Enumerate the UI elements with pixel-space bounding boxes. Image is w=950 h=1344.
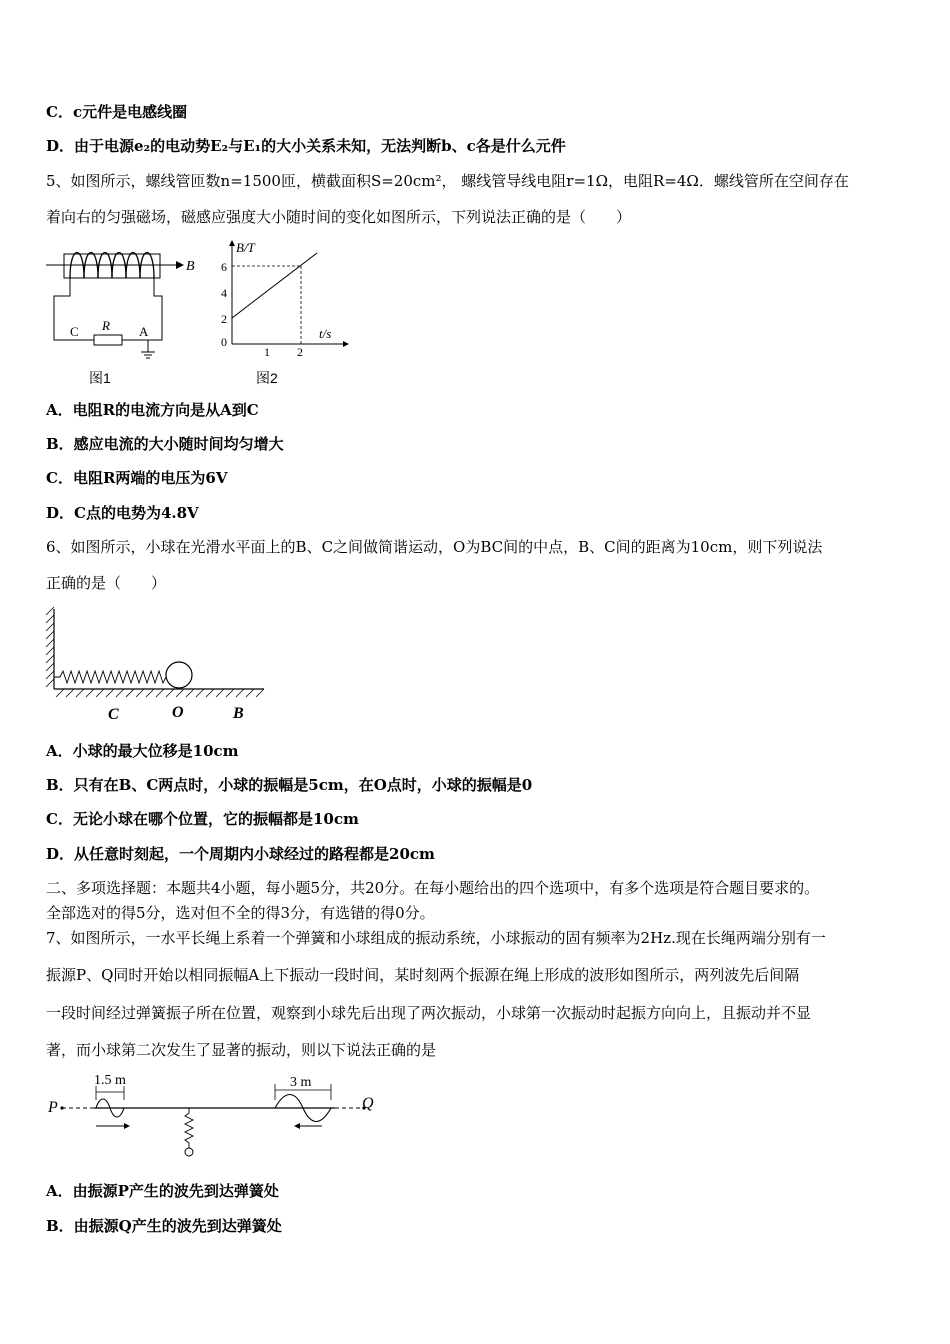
q7-stem-line1: 7、如图所示，一水平长绳上系着一个弹簧和小球组成的振动系统，小球振动的固有频率为2Hz.现在长绳两端分别有一 (46, 929, 826, 947)
y-tick: 6 (221, 260, 227, 274)
q7-stem-line4: 著，而小球第二次发生了显著的振动，则以下说法正确的是 (46, 1041, 437, 1059)
figure2-caption: 图2 (256, 370, 278, 386)
floor-hatch (56, 689, 264, 697)
y-tick: 2 (221, 312, 227, 326)
q6-stem-line2: 正确的是（ ） (46, 574, 167, 592)
label-o: O (172, 704, 184, 721)
wall-hatch (46, 607, 54, 687)
small-ball (185, 1148, 193, 1156)
y-tick: 0 (221, 335, 227, 349)
section2-heading-line1: 二、多项选择题：本题共4小题，每小题5分，共20分。在每小题给出的四个选项中，有多个选项是符合题目要求的。 (46, 879, 820, 897)
spring-oscillator (185, 1108, 193, 1148)
label-b: B (186, 259, 195, 274)
resistor-r (94, 335, 122, 345)
q7-figure-rope-waves (44, 1066, 384, 1166)
label-p: P (48, 1099, 58, 1116)
q5-option-a: A．电阻R的电流方向是从A到C (46, 401, 259, 419)
label-r: R (102, 318, 110, 333)
q5-option-b: B．感应电流的大小随时间均匀增大 (46, 435, 284, 453)
b-t-line (232, 253, 317, 318)
y-tick: 4 (221, 286, 227, 300)
ball (166, 662, 192, 688)
label-q: Q (362, 1095, 374, 1112)
section2-heading-line2: 全部选对的得5分，选对但不全的得3分，有选错的得0分。 (46, 904, 435, 922)
q6-option-b: B．只有在B、C两点时，小球的振幅是5cm，在O点时，小球的振幅是0 (46, 776, 533, 794)
q5-stem-line2: 着向右的匀强磁场，磁感应强度大小随时间的变化如图所示，下列说法正确的是（ ） (46, 208, 632, 226)
q6-option-c: C．无论小球在哪个位置，它的振幅都是10cm (46, 810, 359, 828)
distance-label-right: 3 m (290, 1075, 312, 1090)
x-tick: 2 (297, 345, 303, 358)
label-c: C (70, 324, 79, 339)
label-b: B (233, 705, 244, 722)
q4-option-d: D．由于电源e₂的电动势E₂与E₁的大小关系未知，无法判断b、c各是什么元件 (46, 137, 566, 155)
label-c: C (108, 706, 119, 723)
ground-icon (141, 340, 155, 358)
q5-figure2-graph (215, 238, 355, 358)
q5-stem-line1: 5、如图所示，螺线管匝数n=1500匝，横截面积S=20cm²， 螺线管导线电阻r=1Ω，电阻R=4Ω．螺线管所在空间存在 (46, 172, 849, 190)
q7-stem-line3: 一段时间经过弹簧振子所在位置，观察到小球先后出现了两次振动，小球第一次振动时起振方向向上，且振动并不显 (46, 1004, 812, 1022)
q7-option-b: B．由振源Q产生的波先到达弹簧处 (46, 1217, 282, 1235)
q5-figure1-circuit (44, 240, 204, 370)
x-tick: 1 (264, 345, 270, 358)
spring (54, 671, 166, 683)
distance-label-left: 1.5 m (94, 1073, 126, 1088)
q6-stem-line1: 6、如图所示，小球在光滑水平面上的B、C之间做简谐运动，O为BC间的中点，B、C间的距离为10cm，则下列说法 (46, 538, 823, 556)
x-axis-label: t/s (319, 326, 332, 341)
q6-figure-spring-ball (42, 605, 272, 725)
y-axis-label: B/T (236, 240, 255, 255)
q5-option-c: C．电阻R两端的电压为6V (46, 469, 228, 487)
figure1-caption: 图1 (89, 370, 111, 386)
q6-option-a: A．小球的最大位移是10cm (46, 742, 239, 760)
label-a: A (139, 324, 149, 339)
q5-option-d: D．C点的电势为4.8V (46, 504, 199, 522)
q4-option-c: C．c元件是电感线圈 (46, 103, 188, 121)
q7-option-a: A．由振源P产生的波先到达弹簧处 (46, 1182, 279, 1200)
q6-option-d: D．从任意时刻起，一个周期内小球经过的路程都是20cm (46, 845, 435, 863)
q7-stem-line2: 振源P、Q同时开始以相同振幅A上下振动一段时间，某时刻两个振源在绳上形成的波形如图所示，两列波先后间隔 (46, 966, 800, 984)
